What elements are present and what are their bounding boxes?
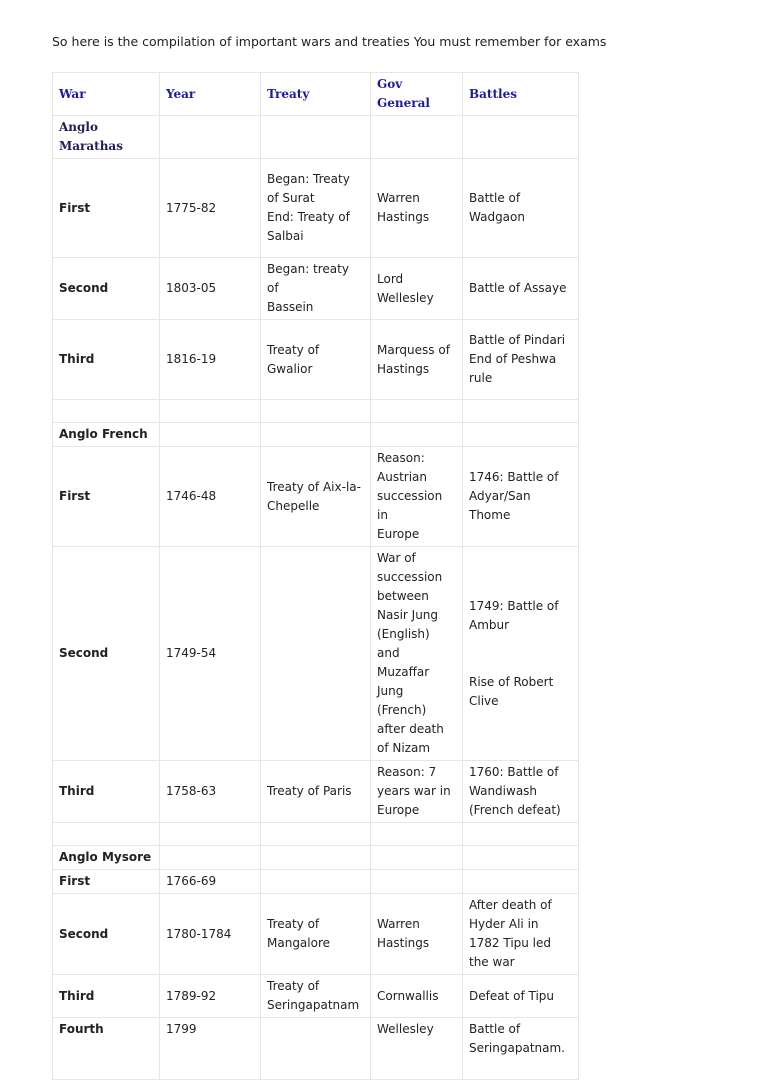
battles-cell xyxy=(463,870,579,894)
war-cell xyxy=(53,159,160,258)
cell-line: First xyxy=(59,200,91,215)
gov-general-cell xyxy=(371,423,463,447)
cell-line: (English) and xyxy=(377,627,430,660)
cell-line: Warren xyxy=(377,917,420,931)
group-row xyxy=(53,846,579,870)
group-row xyxy=(53,423,579,447)
gov-general-cell xyxy=(371,761,463,823)
cell-line: First xyxy=(59,874,91,888)
cell-line: 1749-54 xyxy=(166,646,217,660)
year-cell xyxy=(160,320,261,400)
cell-line: Second xyxy=(59,646,109,660)
table-row xyxy=(53,320,579,400)
year-cell xyxy=(160,823,261,846)
cell-line: Battle of Pindari xyxy=(469,333,566,347)
battles-cell xyxy=(463,1018,579,1080)
cell-line: Treaty of xyxy=(267,917,320,931)
table-row xyxy=(53,975,579,1018)
cell-line xyxy=(469,654,572,673)
cell-line: 1775-82 xyxy=(166,200,217,215)
cell-line: Began: Treaty xyxy=(267,172,350,186)
cell-line: End: Treaty of xyxy=(267,210,350,224)
cell-line: 1749: Battle of xyxy=(469,598,559,613)
table-header-row xyxy=(53,73,579,116)
gov-general-cell xyxy=(371,870,463,894)
cell-line: Marquess of xyxy=(377,342,450,357)
year-cell xyxy=(160,258,261,320)
cell-line: Warren xyxy=(377,191,420,205)
table-row xyxy=(53,1018,579,1080)
war-cell xyxy=(53,846,160,870)
cell-line: Treaty of Aix-la- xyxy=(267,479,361,494)
spacer-row xyxy=(53,823,579,846)
gov-general-cell xyxy=(371,159,463,258)
cell-line: Mangalore xyxy=(267,936,331,950)
cell-line: Jung xyxy=(377,684,404,698)
year-cell xyxy=(160,975,261,1018)
cell-line: Clive xyxy=(469,693,499,708)
year-cell xyxy=(160,894,261,975)
cell-line: Muzaffar xyxy=(377,665,430,679)
table-row xyxy=(53,870,579,894)
cell-line: 1760: Battle of xyxy=(469,765,559,779)
cell-line: succession xyxy=(377,570,443,584)
treaty-cell xyxy=(261,1018,371,1080)
cell-line: Ambur xyxy=(469,617,510,632)
column-header-year: Year xyxy=(160,73,261,116)
cell-line: Reason: 7 xyxy=(377,765,437,779)
cell-line xyxy=(469,635,572,654)
cell-line: the war xyxy=(469,955,515,969)
cell-line: Fourth xyxy=(59,1022,104,1036)
cell-line: Anglo xyxy=(59,120,98,134)
year-cell xyxy=(160,447,261,547)
year-cell xyxy=(160,400,261,423)
war-cell xyxy=(53,823,160,846)
year-cell xyxy=(160,870,261,894)
gov-general-cell xyxy=(371,258,463,320)
column-header-battles: Battles xyxy=(463,73,579,116)
gov-general-cell xyxy=(371,116,463,159)
cell-line: (French defeat) xyxy=(469,803,561,817)
gov-general-cell xyxy=(371,400,463,423)
cell-line: of Surat xyxy=(267,191,315,205)
table-row xyxy=(53,159,579,258)
gov-general-cell xyxy=(371,846,463,870)
cell-line: Chepelle xyxy=(267,498,320,513)
war-cell xyxy=(53,447,160,547)
cell-line: Nasir Jung xyxy=(377,608,439,622)
cell-line: 1816-19 xyxy=(166,352,217,366)
cell-line: Gwalior xyxy=(267,361,313,376)
cell-line: After death of xyxy=(469,898,552,912)
battles-cell xyxy=(463,547,579,761)
cell-line: Defeat of Tipu xyxy=(469,988,555,1003)
treaty-cell xyxy=(261,116,371,159)
battles-cell xyxy=(463,846,579,870)
war-cell xyxy=(53,423,160,447)
war-cell xyxy=(53,1018,160,1080)
cell-line: 1746-48 xyxy=(166,489,217,503)
treaty-cell xyxy=(261,761,371,823)
gov-general-cell xyxy=(371,320,463,400)
gov-general-cell xyxy=(371,447,463,547)
column-header-gov-general: Gov General xyxy=(371,73,463,116)
cell-line: 1766-69 xyxy=(166,874,217,888)
war-cell xyxy=(53,400,160,423)
battles-cell xyxy=(463,761,579,823)
treaty-cell xyxy=(261,400,371,423)
cell-line: Rise of Robert xyxy=(469,674,554,689)
battles-cell xyxy=(463,823,579,846)
cell-line: Battle of xyxy=(469,191,521,205)
cell-line: Third xyxy=(59,988,95,1003)
cell-line: Anglo Mysore xyxy=(59,850,152,864)
table-row xyxy=(53,547,579,761)
table-row xyxy=(53,447,579,547)
cell-line: Wadgaon xyxy=(469,210,525,224)
year-cell xyxy=(160,547,261,761)
cell-line: Lord xyxy=(377,271,404,286)
cell-line: Battle of xyxy=(469,1022,521,1036)
column-header-treaty: Treaty xyxy=(261,73,371,116)
treaty-cell xyxy=(261,423,371,447)
year-cell xyxy=(160,846,261,870)
war-cell xyxy=(53,975,160,1018)
cell-line: Second xyxy=(59,926,109,941)
battles-cell xyxy=(463,447,579,547)
cell-line: Reason: xyxy=(377,451,425,465)
battles-cell xyxy=(463,258,579,320)
cell-line: Seringapatnam. xyxy=(469,1041,565,1055)
cell-line: Hastings xyxy=(377,361,430,376)
cell-line: (French) xyxy=(377,703,427,717)
war-cell xyxy=(53,258,160,320)
group-row xyxy=(53,116,579,159)
cell-line: Third xyxy=(59,352,95,366)
gov-general-cell xyxy=(371,1018,463,1080)
gov-general-cell xyxy=(371,975,463,1018)
cell-line: succession in xyxy=(377,489,443,522)
cell-line: 1758-63 xyxy=(166,784,217,798)
cell-line: Marathas xyxy=(59,139,123,153)
cell-line: Europe xyxy=(377,803,420,817)
war-cell xyxy=(53,547,160,761)
year-cell xyxy=(160,116,261,159)
year-cell xyxy=(160,159,261,258)
cell-line: End of Peshwa xyxy=(469,352,557,366)
cell-line: Hyder Ali in xyxy=(469,917,539,931)
cell-line: Seringapatnam xyxy=(267,998,360,1012)
cell-line: 1803-05 xyxy=(166,281,217,295)
treaty-cell xyxy=(261,894,371,975)
cell-line: War of xyxy=(377,551,416,565)
cell-line: Wellesley xyxy=(377,290,434,305)
cell-line: Treaty of Paris xyxy=(267,784,352,798)
gov-general-cell xyxy=(371,823,463,846)
cell-line: 1780-1784 xyxy=(166,926,232,941)
treaty-cell xyxy=(261,975,371,1018)
treaty-cell xyxy=(261,870,371,894)
war-cell xyxy=(53,761,160,823)
cell-line: after death xyxy=(377,722,444,736)
treaty-cell xyxy=(261,258,371,320)
treaty-cell xyxy=(261,846,371,870)
treaty-cell xyxy=(261,320,371,400)
cell-line: Treaty of xyxy=(267,342,320,357)
treaty-cell xyxy=(261,447,371,547)
cell-line: Hastings xyxy=(377,210,430,224)
gov-general-cell xyxy=(371,547,463,761)
spacer-row xyxy=(53,400,579,423)
cell-line: Battle of Assaye xyxy=(469,281,567,295)
intro-text: So here is the compilation of important wars and treaties You must remember for exams xyxy=(52,34,607,49)
year-cell xyxy=(160,761,261,823)
war-cell xyxy=(53,116,160,159)
cell-line: Wellesley xyxy=(377,1022,434,1036)
battles-cell xyxy=(463,320,579,400)
gov-general-cell xyxy=(371,894,463,975)
treaty-cell xyxy=(261,823,371,846)
year-cell xyxy=(160,1018,261,1080)
cell-line: First xyxy=(59,489,91,503)
cell-line: 1746: Battle of xyxy=(469,470,559,484)
cell-line: 1799 xyxy=(166,1022,197,1036)
year-cell xyxy=(160,423,261,447)
battles-cell xyxy=(463,894,579,975)
cell-line: Europe xyxy=(377,527,420,541)
cell-line: Cornwallis xyxy=(377,988,439,1003)
table-row xyxy=(53,894,579,975)
cell-line: Thome xyxy=(469,508,511,522)
cell-line: Adyar/San xyxy=(469,489,531,503)
table-row xyxy=(53,258,579,320)
cell-line: of Nizam xyxy=(377,741,431,755)
cell-line: between xyxy=(377,589,429,603)
treaty-cell xyxy=(261,159,371,258)
battles-cell xyxy=(463,400,579,423)
wars-table xyxy=(52,72,579,1080)
cell-line: Hastings xyxy=(377,936,430,950)
war-cell xyxy=(53,894,160,975)
battles-cell xyxy=(463,975,579,1018)
battles-cell xyxy=(463,159,579,258)
table-row xyxy=(53,761,579,823)
cell-line: Austrian xyxy=(377,470,427,484)
treaty-cell xyxy=(261,547,371,761)
cell-line: Wandiwash xyxy=(469,784,538,798)
cell-line: Treaty of xyxy=(267,979,320,993)
cell-line: rule xyxy=(469,371,493,385)
cell-line: Third xyxy=(59,784,95,798)
cell-line: 1782 Tipu led xyxy=(469,936,552,950)
war-cell xyxy=(53,870,160,894)
cell-line: years war in xyxy=(377,784,451,798)
cell-line: Second xyxy=(59,281,109,295)
battles-cell xyxy=(463,116,579,159)
battles-cell xyxy=(463,423,579,447)
cell-line: Bassein xyxy=(267,300,314,314)
column-header-war: War xyxy=(53,73,160,116)
cell-line: 1789-92 xyxy=(166,988,217,1003)
cell-line: Began: treaty of xyxy=(267,262,349,295)
cell-line: Anglo French xyxy=(59,427,148,441)
war-cell xyxy=(53,320,160,400)
cell-line: Salbai xyxy=(267,229,304,243)
